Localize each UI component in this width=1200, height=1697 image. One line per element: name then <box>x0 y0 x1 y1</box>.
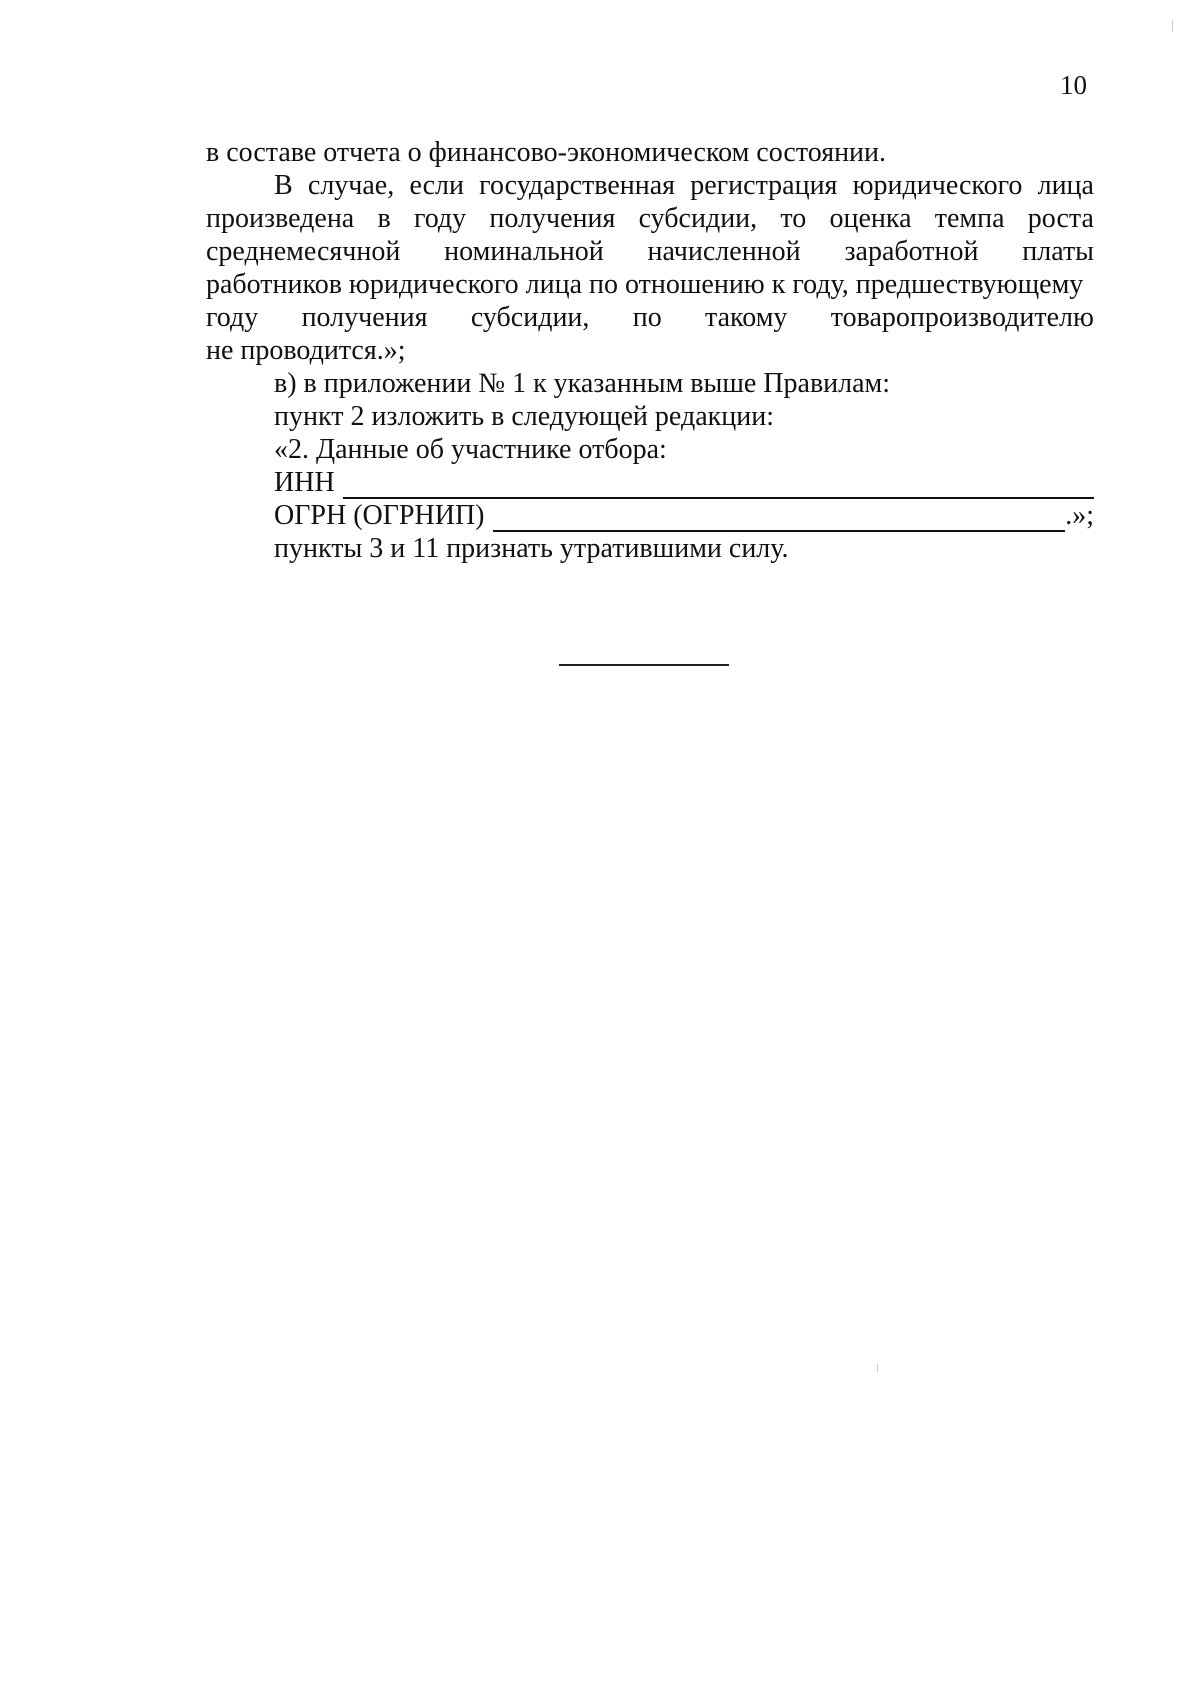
paragraph-2-line-5 <box>206 301 1094 334</box>
ogrn-suffix: .»; <box>1065 500 1094 531</box>
ogrn-label: ОГРН (ОГРНИП) <box>274 500 485 531</box>
item-point-2: пункт 2 изложить в следующей редакции: <box>274 401 774 432</box>
word: заработной <box>844 236 979 267</box>
inn-label: ИНН <box>274 467 335 498</box>
item-data-header: «2. Данные об участнике отбора: <box>274 434 667 465</box>
word: начисленной <box>647 236 801 267</box>
word: такому <box>705 302 788 333</box>
paragraph-2-line-4: работников юридического лица по отношению к году, предшествующему <box>206 269 1084 300</box>
word: роста <box>1027 203 1094 234</box>
paragraph-2-line-6: не проводится.»; <box>206 335 406 366</box>
word: получения <box>489 203 616 234</box>
word: получения <box>301 302 428 333</box>
word: оценка <box>829 203 912 234</box>
paragraph-2-line-2 <box>206 202 1094 235</box>
inn-field-row <box>206 466 1094 499</box>
page-number: 10 <box>1060 70 1087 100</box>
inn-blank-line <box>343 471 1094 499</box>
end-separator-line <box>559 664 729 666</box>
ogrn-field-row <box>206 499 1094 532</box>
text-line-1: в составе отчета о финансово-экономическом состоянии. <box>206 137 887 168</box>
scan-artifact <box>877 1364 878 1372</box>
item-last: пункты 3 и 11 признать утратившими силу. <box>274 533 789 564</box>
document-body <box>206 136 1094 565</box>
word: случае, <box>307 170 395 201</box>
word: платы <box>1022 236 1094 267</box>
ogrn-blank-line <box>493 504 1066 532</box>
word: регистрация <box>690 170 838 201</box>
word: государственная <box>479 170 676 201</box>
paragraph-2-line-1 <box>206 169 1094 202</box>
scan-artifact <box>1172 20 1173 32</box>
word: то <box>780 203 807 234</box>
word: темпа <box>934 203 1005 234</box>
word: произведена <box>206 203 355 234</box>
word: по <box>632 302 662 333</box>
word: в <box>377 203 391 234</box>
word: среднемесячной <box>206 236 401 267</box>
word: году <box>413 203 467 234</box>
item-v: в) в приложении № 1 к указанным выше Правилам: <box>274 368 891 399</box>
word: юридического <box>852 170 1023 201</box>
word: если <box>409 170 464 201</box>
paragraph-2-line-3 <box>206 235 1094 268</box>
word: лица <box>1037 170 1094 201</box>
word: номинальной <box>444 236 604 267</box>
word: году <box>206 302 259 333</box>
word: В <box>274 170 293 201</box>
word: товаропроизводителю <box>830 302 1094 333</box>
word: субсидии, <box>638 203 758 234</box>
word: субсидии, <box>470 302 590 333</box>
